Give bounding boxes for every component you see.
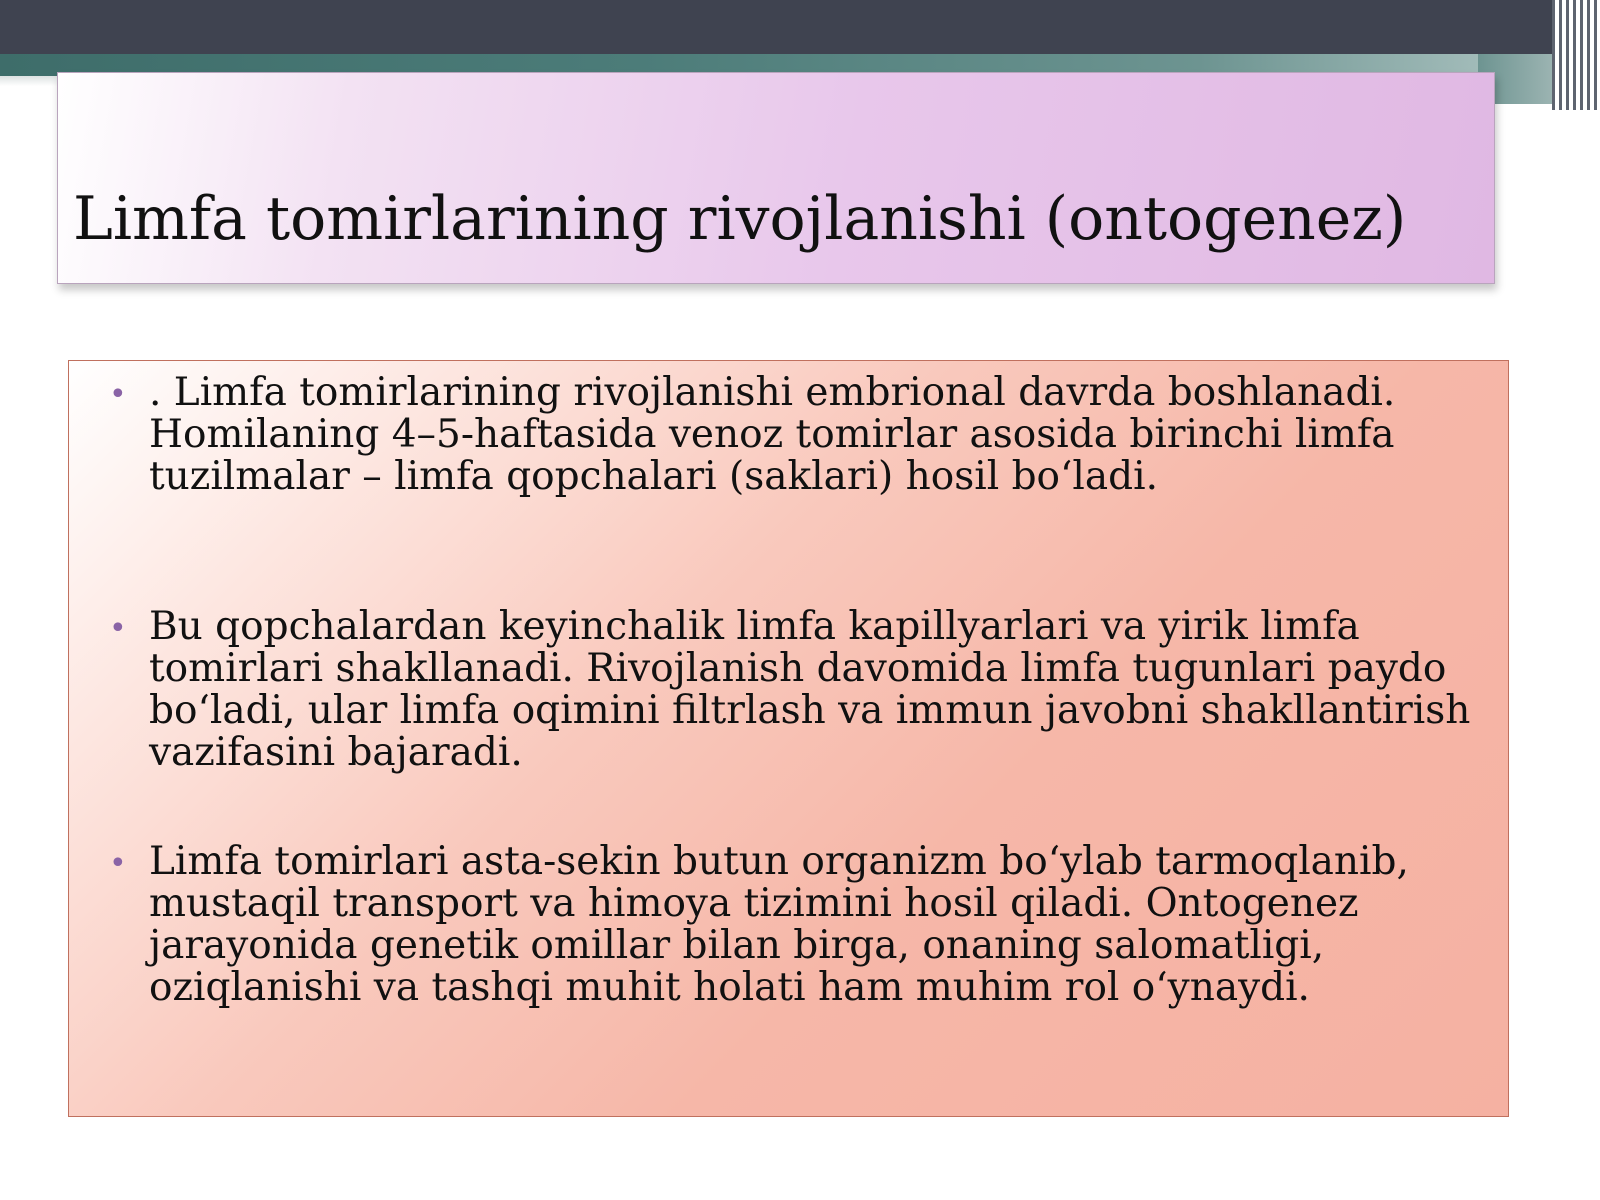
bullet-icon: • (109, 846, 127, 881)
decorative-stripes (1552, 0, 1600, 110)
bullet-text: Limfa tomirlari asta-sekin butun organizm bo‘ylab tarmoqlanib, mustaqil transport va himoya tizimini hosil qiladi. Ontogenez jarayonida genetik omillar bilan birga, onaning salomatligi, oziqlanishi va tashqi muhit holati ham muhim rol o‘ynaydi. (149, 839, 1409, 1010)
title-box (57, 72, 1495, 284)
slide-title: Limfa tomirlarining rivojlanishi (ontogenez) (73, 184, 1407, 254)
bullet-text: Bu qopchalardan keyinchalik limfa kapillyarlari va yirik limfa tomirlari shakllanadi. Rivojlanish davomida limfa tugunlari paydo bo‘ladi, ular limfa oqimini filtrlash va immun javobni shakllantirish vazifasini bajaradi. (149, 604, 1471, 775)
bullet-icon: • (109, 611, 127, 646)
bullet-icon: • (109, 377, 127, 412)
bullet-text: . Limfa tomirlarining rivojlanishi embrional davrda boshlanadi. Homilaning 4–5-haftasida venoz tomirlar asosida birinchi limfa tuzilmalar – limfa qopchalari (saklari) hosil bo‘ladi. (149, 370, 1396, 499)
bullet-item (109, 604, 1494, 775)
header-bar (0, 0, 1600, 54)
content-box (68, 360, 1509, 1117)
bullet-item (109, 370, 1494, 499)
bullet-item (109, 839, 1494, 1010)
